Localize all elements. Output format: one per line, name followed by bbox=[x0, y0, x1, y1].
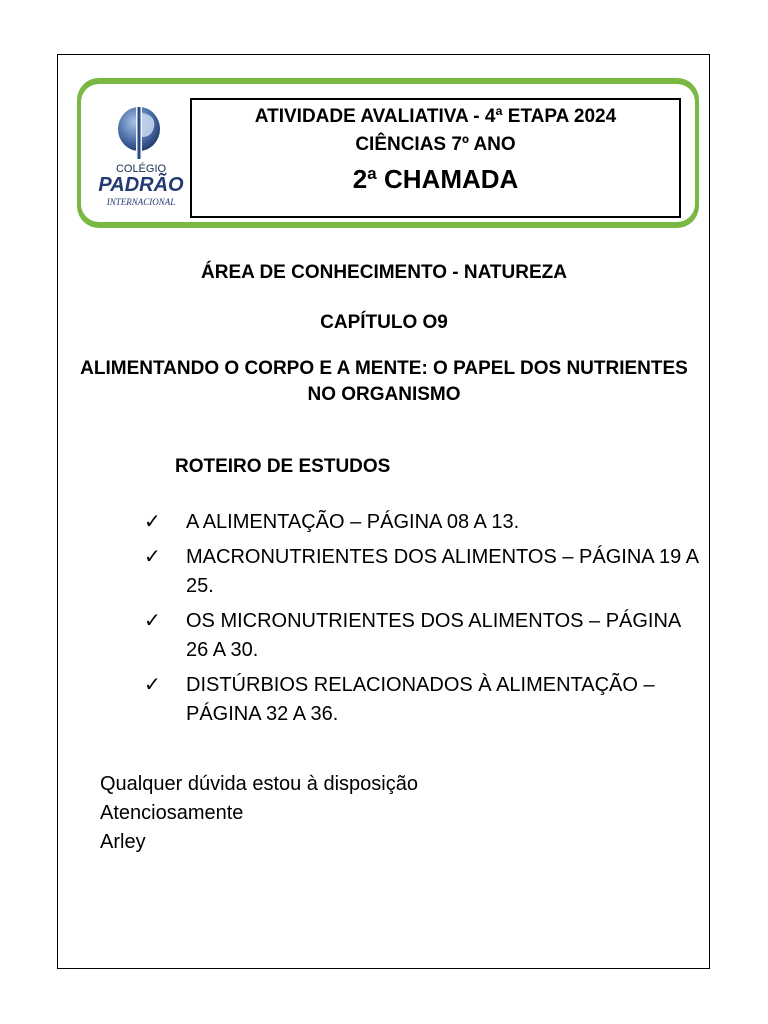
list-item bbox=[140, 543, 700, 601]
teacher-name: Arley bbox=[100, 831, 146, 853]
list-item-text: MACRONUTRIENTES DOS ALIMENTOS – PÁGINA 19 A 25. bbox=[186, 546, 698, 597]
school-emblem-icon bbox=[116, 103, 162, 163]
checkmark-icon: ✓ bbox=[144, 511, 161, 533]
list-item bbox=[140, 508, 700, 537]
list-item-text: A ALIMENTAÇÃO – PÁGINA 08 A 13. bbox=[186, 511, 520, 533]
logo-padrao-text: PADRÃO bbox=[98, 174, 184, 196]
logo-colegio-text: COLÉGIO bbox=[115, 163, 167, 175]
call-number: 2ª CHAMADA bbox=[352, 164, 519, 194]
knowledge-area-heading: ÁREA DE CONHECIMENTO - NATUREZA bbox=[201, 262, 567, 283]
checkmark-icon: ✓ bbox=[144, 674, 161, 696]
chapter-subtitle: ALIMENTANDO O CORPO E A MENTE: O PAPEL DOS NUTRIENTES NO ORGANISMO bbox=[80, 358, 688, 405]
school-logo bbox=[96, 99, 186, 213]
list-item-text: DISTÚRBIOS RELACIONADOS À ALIMENTAÇÃO – PÁGINA 32 A 36. bbox=[186, 674, 655, 725]
closing-message: Qualquer dúvida estou à disposição bbox=[100, 773, 418, 795]
exam-title: ATIVIDADE AVALIATIVA - 4ª ETAPA 2024 bbox=[254, 106, 617, 127]
closing-salutation: Atenciosamente bbox=[100, 802, 244, 824]
study-list bbox=[140, 508, 700, 735]
logo-internacional-text: INTERNACIONAL bbox=[106, 197, 176, 207]
chapter-heading: CAPÍTULO O9 bbox=[320, 312, 448, 333]
subject-grade: CIÊNCIAS 7º ANO bbox=[355, 134, 516, 155]
closing-block bbox=[100, 770, 418, 857]
list-item bbox=[140, 607, 700, 665]
checkmark-icon: ✓ bbox=[144, 546, 161, 568]
checkmark-icon: ✓ bbox=[144, 610, 161, 632]
study-guide-heading: ROTEIRO DE ESTUDOS bbox=[175, 456, 391, 477]
list-item bbox=[140, 671, 700, 729]
title-box bbox=[190, 98, 681, 218]
list-item-text: OS MICRONUTRIENTES DOS ALIMENTOS – PÁGINA 26 A 30. bbox=[186, 610, 681, 661]
